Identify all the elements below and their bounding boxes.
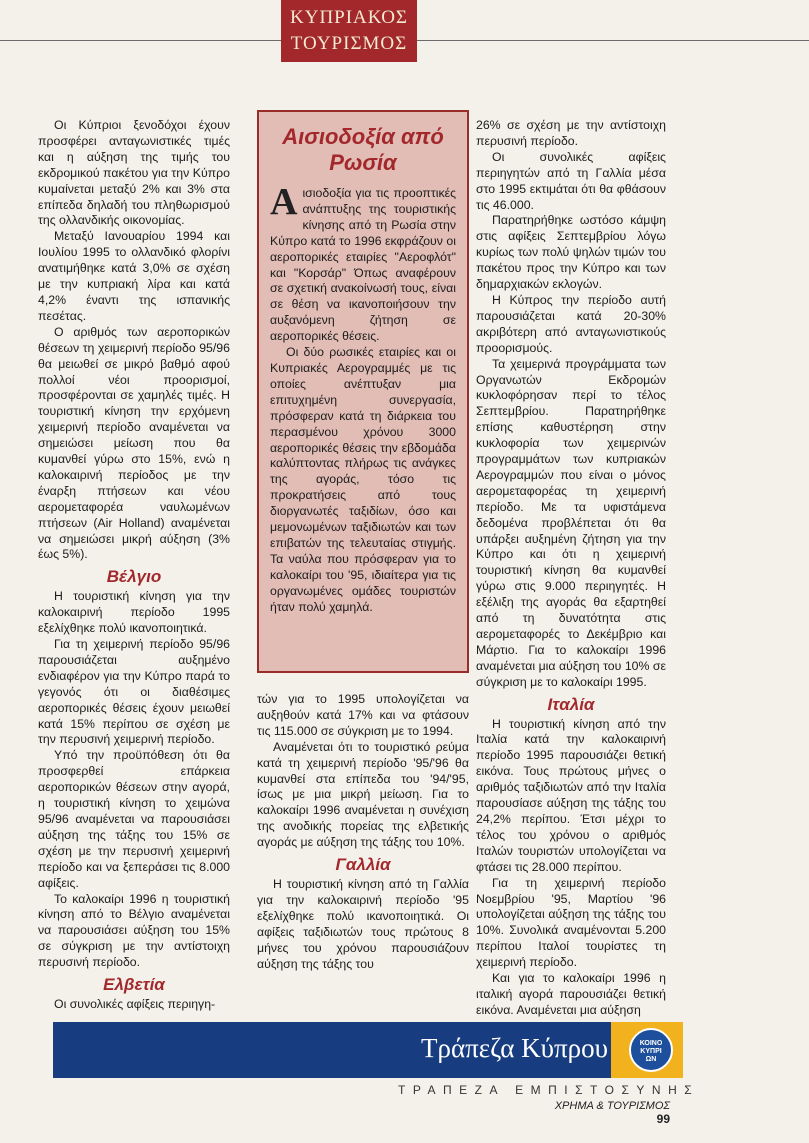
section-line-1: ΚΥΠΡΙΑΚΟΣ: [290, 7, 408, 28]
paragraph: Υπό την προϋπόθεση ότι θα προσφερθεί επάρκεια αεροπορικών θέσεων στην αγορά, η τουριστική κίνηση το χειμώνα 95/96 αναμένεται να παρουσιάσει αύξηση της τάξης του 15% σε σχέση με την περυσινή χειμερινή περίοδο και να ξεπεράσει τις 8.000 αφίξεις.: [38, 748, 230, 890]
bank-tagline: ΤΡΑΠΕΖΑ ΕΜΠΙΣΤΟΣΥΝΗΣ: [398, 1083, 700, 1097]
column-3: [476, 118, 666, 1019]
page-footer: [540, 1100, 670, 1126]
logo-text-3: ΩΝ: [645, 1056, 657, 1063]
paragraph: 26% σε σχέση με την αντίστοιχη περυσινή περίοδο.: [476, 118, 666, 148]
paragraph: Η τουριστική κίνηση από τη Γαλλία για την καλοκαιρινή περίοδο '95 εξελίχθηκε πολύ ικανοποιητικά. Οι αφίξεις ταξιδιωτών τους πρώτους 8 μήνες του χρόνου παρουσιάζουν αύξηση της τάξης του: [257, 876, 469, 971]
paragraph: [270, 181, 456, 345]
box-title: Αισιοδοξία από Ρωσία: [282, 124, 444, 175]
bank-of-cyprus-banner: [53, 1022, 683, 1078]
subheading-belgio: Βέλγιο: [106, 567, 162, 587]
paragraph: Τα χειμερινά προγράμματα των Οργανωτών Εκδρομών κυκλοφόρησαν περί το τέλος Σεπτεμβρίου. Παρατηρήθηκε επίσης καθυστέρηση στην κυκλοφορία των χειμερινών προγραμμάτων των κυπριακών Αερογραμμών που είναι ο μόνος αερομεταφορέας τη χειμερινή περίοδο. Με τα υφιστάμενα δεδομένα προβλέπεται ότι θα υπάρξει αυξημένη ζήτηση για την Κύπρο και ότι η χειμερινή τουριστική κίνηση θα κυμανθεί γύρω στις 9.000 περιηγητές. Η εξέλιξη της αγοράς θα εξαρτηθεί από τη δυνατότητα στις αερομεταφορές το Δεκέμβριο και Μάρτιο. Για το καλοκαίρι 1996 αναμένεται μια αύξηση του 10% σε σύγκριση με το καλοκαίρι 1995.: [476, 356, 666, 689]
paragraph: Για τη χειμερινή περίοδο Νοεμβρίου '95, Μαρτίου '96 υπολογίζεται αύξηση της τάξης του 10%. Συνολικά αναμένονται 5.200 περίπου Ιταλοί τουρίστες τη χειμερινή περίοδο.: [476, 875, 666, 970]
logo-text-1: ΚΟΙΝΟ: [639, 1040, 663, 1047]
paragraph: Οι δύο ρωσικές εταιρίες και οι Κυπριακές Αερογραμμές με τις οποίες ανέπτυξαν μια επιτυχημένη συνεργασία, πρόσφεραν κατά τη διάρκεια του περασμένου χρόνου 3000 αεροπορικές θέσεις την εβδομάδα καλύπτοντας πλήρως τις ανάγκες της αγοράς, τόσο τις προκρατήσεις από τους διοργανωτές ταξιδίων, όσο και μεμονωμένων ταξιδιωτών και των επιβατών της τελευταίας στιγμής. Τα ναύλα που πρόσφεραν για το καλοκαίρι του '95, ιδιαίτερα για τις οργανωμένες ομάδες τουριστών ήταν πολύ χαμηλά.: [270, 345, 456, 614]
logo-text-2: ΚΥΠΡΙ: [640, 1048, 662, 1055]
subheading-elvetia: Ελβετία: [103, 975, 165, 995]
paragraph: Και για το καλοκαίρι 1996 η ιταλική αγορά παρουσιάζει θετική εικόνα. Αναμένεται μια αύξηση: [476, 971, 666, 1017]
column-1: [38, 118, 230, 1013]
column-2: [257, 692, 469, 972]
paragraph: Οι Κύπριοι ξενοδόχοι έχουν προσφέρει ανταγωνιστικές τιμές και η αύξηση της τιμής του εκδρομικού πακέτου για την Κύπρο κυμαίνεται μεταξύ 2% και 3% στα επίπεδα δηλαδή του πληθωρισμού της ολλανδικής οικονομίας.: [38, 118, 230, 228]
box-paragraph-1: ισιοδοξία για τις προοπτικές ανάπτυξης της τουριστικής κίνησης από τη Ρωσία στην Κύπρο κατά το 1996 εκφράζουν οι αεροπορικές εταιρίες "Αεροφλότ" και "Κορσάρ" Όπως αναφέρουν σε σχετική ανακοίνωσή τους, είναι σε θέση να ικανοποιήσουν την αυξανόμενη ζήτηση σε αεροπορικές θέσεις.: [270, 186, 456, 344]
bank-name: Τράπεζα Κύπρου: [421, 1033, 609, 1063]
paragraph: Αναμένεται ότι το τουριστικό ρεύμα κατά τη χειμερινή περίοδο '95/'96 θα κυμανθεί στα επίπεδα του '94/'95, ίσως με μια μικρή μείωση. Για το καλοκαίρι 1996 αναμένεται η συνέχιση της ανοδικής πορείας της ελβετικής αγοράς με αύξηση της τάξης του 10%.: [257, 739, 469, 850]
paragraph: Η Κύπρος την περίοδο αυτή παρουσιάζεται κατά 20-30% ακριβότερη από ανταγωνιστικούς προορισμούς.: [476, 292, 666, 355]
dropcap: Α: [270, 181, 298, 223]
paragraph: Παρατηρήθηκε ωστόσο κάμψη στις αφίξεις Σεπτεμβρίου λόγω κυρίως των πολύ ψηλών τιμών του πακέτου προς την Κύπρο και των δημαρχιακών εκλογών.: [476, 213, 666, 292]
subheading-italia: Ιταλία: [547, 694, 595, 714]
box-text: [270, 181, 456, 615]
paragraph: Το καλοκαίρι 1996 η τουριστική κίνηση από το Βέλγιο αναμένεται να παρουσιάσει αύξηση του 15% σε σύγκριση με την αντίστοιχη περυσινή περίοδο.: [38, 891, 230, 970]
subheading-gallia: Γαλλία: [335, 855, 391, 875]
paragraph: Οι συνολικές αφίξεις περιηγη-: [54, 996, 216, 1011]
paragraph: Μεταξύ Ιανουαρίου 1994 και Ιουλίου 1995 το ολλανδικό φλορίνι ανατιμήθηκε κατά 3,0% σε σχέση με την κυπριακή λίρα και κατά 4,2% έναντι της ισπανικής πεσέτας.: [38, 229, 230, 323]
magazine-name: ΧΡΗΜΑ & ΤΟΥΡΙΣΜΟΣ: [554, 1100, 670, 1112]
russia-sidebar-box: [257, 110, 469, 673]
section-line-2: ΤΟΥΡΙΣΜΟΣ: [290, 33, 408, 54]
page-number: 99: [656, 1112, 670, 1126]
section-tab: [281, 0, 417, 62]
paragraph: Ο αριθμός των αεροπορικών θέσεων τη χειμερινή περίοδο 95/96 θα μειωθεί σε μικρό βαθμό αφού πολλοί νέοι προορισμοί, προσφέρονται σε χαμηλές τιμές. Η τουριστική κίνηση την ερχόμενη χειμερινή περίοδο αναμένεται να σημειώσει μείωση που θα κυμανθεί γύρω στο 15%, ενώ η καλοκαιρινή περίοδος με την έναρξη πτήσεων και νέου αερομεταφορέα ναυλωμένων πτήσεων (Air Holland) αναμένεται να σημειώσει μικρή αύξηση (3% έως 5%).: [38, 324, 230, 562]
paragraph: Η τουριστική κίνηση για την καλοκαιρινή περίοδο 1995 εξελίχθηκε πολύ ικανοποιητικά.: [38, 589, 230, 636]
paragraph: τών για το 1995 υπολογίζεται να αυξηθούν κατά 17% και να φτάσουν τις 115.000 σε σύγκριση με το 1994.: [257, 692, 469, 738]
paragraph: Η τουριστική κίνηση από την Ιταλία κατά την καλοκαιρινή περίοδο 1995 παρουσιάζει θετική εικόνα. Τους πρώτους μήνες ο αριθμός ταξιδιωτών από την Ιταλία παρουσίασε αύξηση της τάξης του 24,2% περίπου. Έτσι μέχρι το τέλος του χρόνου ο αριθμός Ιταλών τουριστών υπολογίζεται να φτάσει τις 28.000 περίπου.: [476, 716, 666, 874]
banner-logo-area: [611, 1022, 683, 1078]
paragraph: Για τη χειμερινή περίοδο 95/96 παρουσιάζεται αυξημένο ενδιαφέρον για την Κύπρο παρά το γεγονός ότι οι διαθέσιμες αεροπορικές θέσεις έχουν μειωθεί κατά 15% περίπου σε σχέση με την περυσινή χειμερινή περίοδο.: [38, 637, 230, 747]
paragraph: Οι συνολικές αφίξεις περιηγητών από τη Γαλλία μέσα στο 1995 εκτιμάται ότι θα φθάσουν τις 46.000.: [476, 149, 666, 212]
bank-logo-icon: [629, 1028, 673, 1072]
